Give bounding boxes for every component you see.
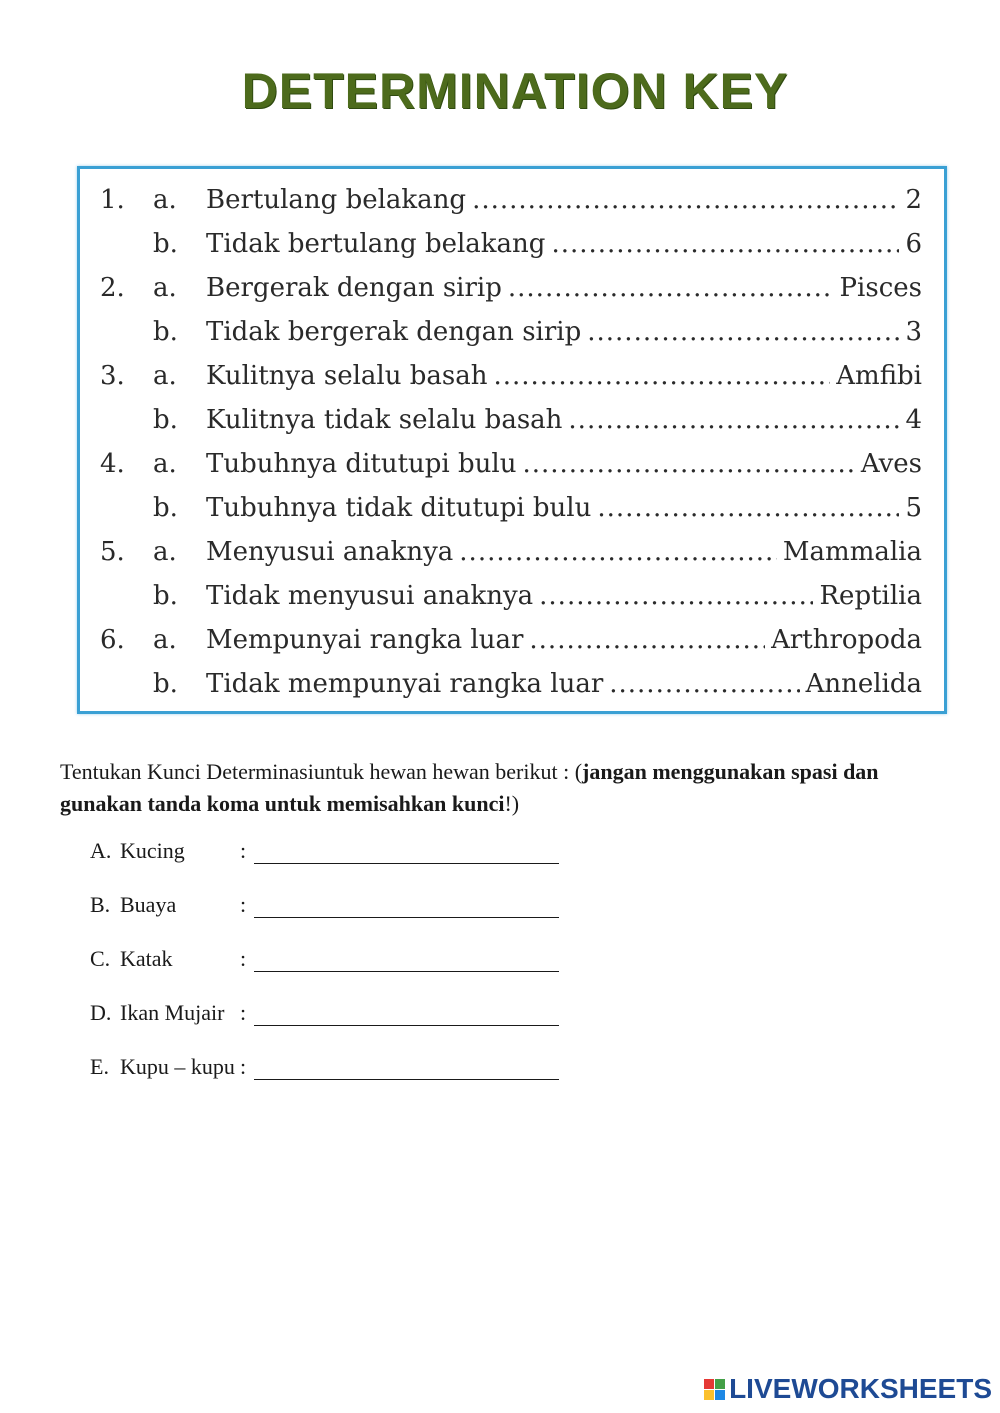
instruction-suffix: !) [504, 791, 520, 816]
answer-input-katak[interactable] [254, 948, 559, 972]
key-description: Kulitnya selalu basah [206, 361, 488, 391]
key-number: 6. [100, 625, 125, 655]
key-description: Tubuhnya ditutupi bulu [206, 449, 517, 479]
key-description: Tidak bertulang belakang [206, 229, 546, 259]
key-number: 5. [100, 537, 125, 567]
answer-row-kucing [90, 834, 559, 864]
key-result: Aves [860, 449, 922, 479]
leader-dots [459, 537, 777, 567]
answer-letter: B. [90, 892, 111, 917]
answer-row-katak [90, 942, 559, 972]
answer-colon: : [240, 892, 247, 917]
key-row [80, 443, 944, 483]
key-result: 6 [905, 229, 922, 259]
leader-dots [609, 669, 799, 699]
key-letter: b. [153, 669, 178, 699]
page-title: DETERMINATION KEY [241, 63, 789, 119]
key-row [80, 223, 944, 263]
key-row [80, 487, 944, 527]
answer-letter: E. [90, 1054, 109, 1079]
key-letter: a. [153, 449, 177, 479]
key-description: Menyusui anaknya [206, 537, 454, 567]
answer-colon: : [240, 946, 247, 971]
key-description: Bertulang belakang [206, 185, 467, 215]
key-row [80, 179, 944, 219]
key-number: 2. [100, 273, 125, 303]
instruction-prefix: Tentukan Kunci Determinasiuntuk hewan hewan berikut : ( [60, 759, 583, 784]
answer-letter: C. [90, 946, 111, 971]
leader-dots [522, 449, 854, 479]
leader-dots [508, 273, 834, 303]
key-row [80, 399, 944, 439]
key-description: Tidak mempunyai rangka luar [206, 669, 604, 699]
answer-colon: : [240, 1054, 247, 1079]
animal-name: Kupu – kupu [120, 1054, 235, 1079]
key-result: Annelida [805, 669, 922, 699]
key-row [80, 663, 944, 703]
instruction-emphasis: jangan menggunakan spasi dan gunakan tanda koma untuk memisahkan kunci [60, 759, 879, 816]
leader-dots [493, 361, 830, 391]
answer-row-kupu-kupu [90, 1050, 559, 1080]
key-row [80, 619, 944, 659]
key-row [80, 267, 944, 307]
key-letter: b. [153, 405, 178, 435]
key-letter: a. [153, 185, 177, 215]
key-description: Tubuhnya tidak ditutupi bulu [206, 493, 592, 523]
key-number: 4. [100, 449, 125, 479]
leader-dots [551, 229, 899, 259]
animal-name: Kucing [120, 838, 185, 863]
leader-dots [568, 405, 899, 435]
logo-icon [704, 1379, 725, 1400]
key-row [80, 355, 944, 395]
key-letter: b. [153, 581, 178, 611]
key-row [80, 311, 944, 351]
key-letter: a. [153, 273, 177, 303]
logo-square [715, 1379, 725, 1389]
key-description: Mempunyai rangka luar [206, 625, 524, 655]
leader-dots [539, 581, 813, 611]
answer-letter: A. [90, 838, 112, 863]
answer-input-buaya[interactable] [254, 894, 559, 918]
logo-square [715, 1390, 725, 1400]
key-result: 4 [905, 405, 922, 435]
leader-dots [587, 317, 899, 347]
key-result: 5 [905, 493, 922, 523]
key-row [80, 575, 944, 615]
key-row [80, 531, 944, 571]
answer-row-ikan-mujair [90, 996, 559, 1026]
leader-dots [597, 493, 899, 523]
animal-name: Ikan Mujair [120, 1000, 225, 1025]
answer-input-kupu-kupu[interactable] [254, 1056, 559, 1080]
key-result: 2 [905, 185, 922, 215]
logo-square [704, 1390, 714, 1400]
logo-square [704, 1379, 714, 1389]
key-letter: a. [153, 625, 177, 655]
key-result: Mammalia [782, 537, 922, 567]
key-result: Reptilia [819, 581, 922, 611]
key-description: Tidak menyusui anaknya [206, 581, 534, 611]
animal-name: Katak [120, 946, 173, 971]
answer-input-ikan-mujair[interactable] [254, 1002, 559, 1026]
key-letter: b. [153, 229, 178, 259]
key-number: 1. [100, 185, 125, 215]
animal-name: Buaya [120, 892, 177, 917]
key-description: Tidak bergerak dengan sirip [206, 317, 582, 347]
key-description: Bergerak dengan sirip [206, 273, 502, 303]
key-letter: b. [153, 493, 178, 523]
key-letter: b. [153, 317, 178, 347]
determination-key-table [77, 166, 947, 714]
answer-input-kucing[interactable] [254, 840, 559, 864]
key-number: 3. [100, 361, 125, 391]
key-result: Amfibi [836, 361, 922, 391]
instruction-text [60, 756, 950, 820]
key-result: Pisces [839, 273, 922, 303]
liveworksheets-logo [704, 1373, 992, 1405]
logo-text: LIVEWORKSHEETS [729, 1373, 992, 1404]
leader-dots [472, 185, 899, 215]
key-result: 3 [905, 317, 922, 347]
answer-letter: D. [90, 1000, 112, 1025]
key-result: Arthropoda [771, 625, 922, 655]
leader-dots [529, 625, 765, 655]
answer-colon: : [240, 1000, 247, 1025]
key-letter: a. [153, 537, 177, 567]
key-letter: a. [153, 361, 177, 391]
key-description: Kulitnya tidak selalu basah [206, 405, 563, 435]
answer-row-buaya [90, 888, 559, 918]
answer-colon: : [240, 838, 247, 863]
